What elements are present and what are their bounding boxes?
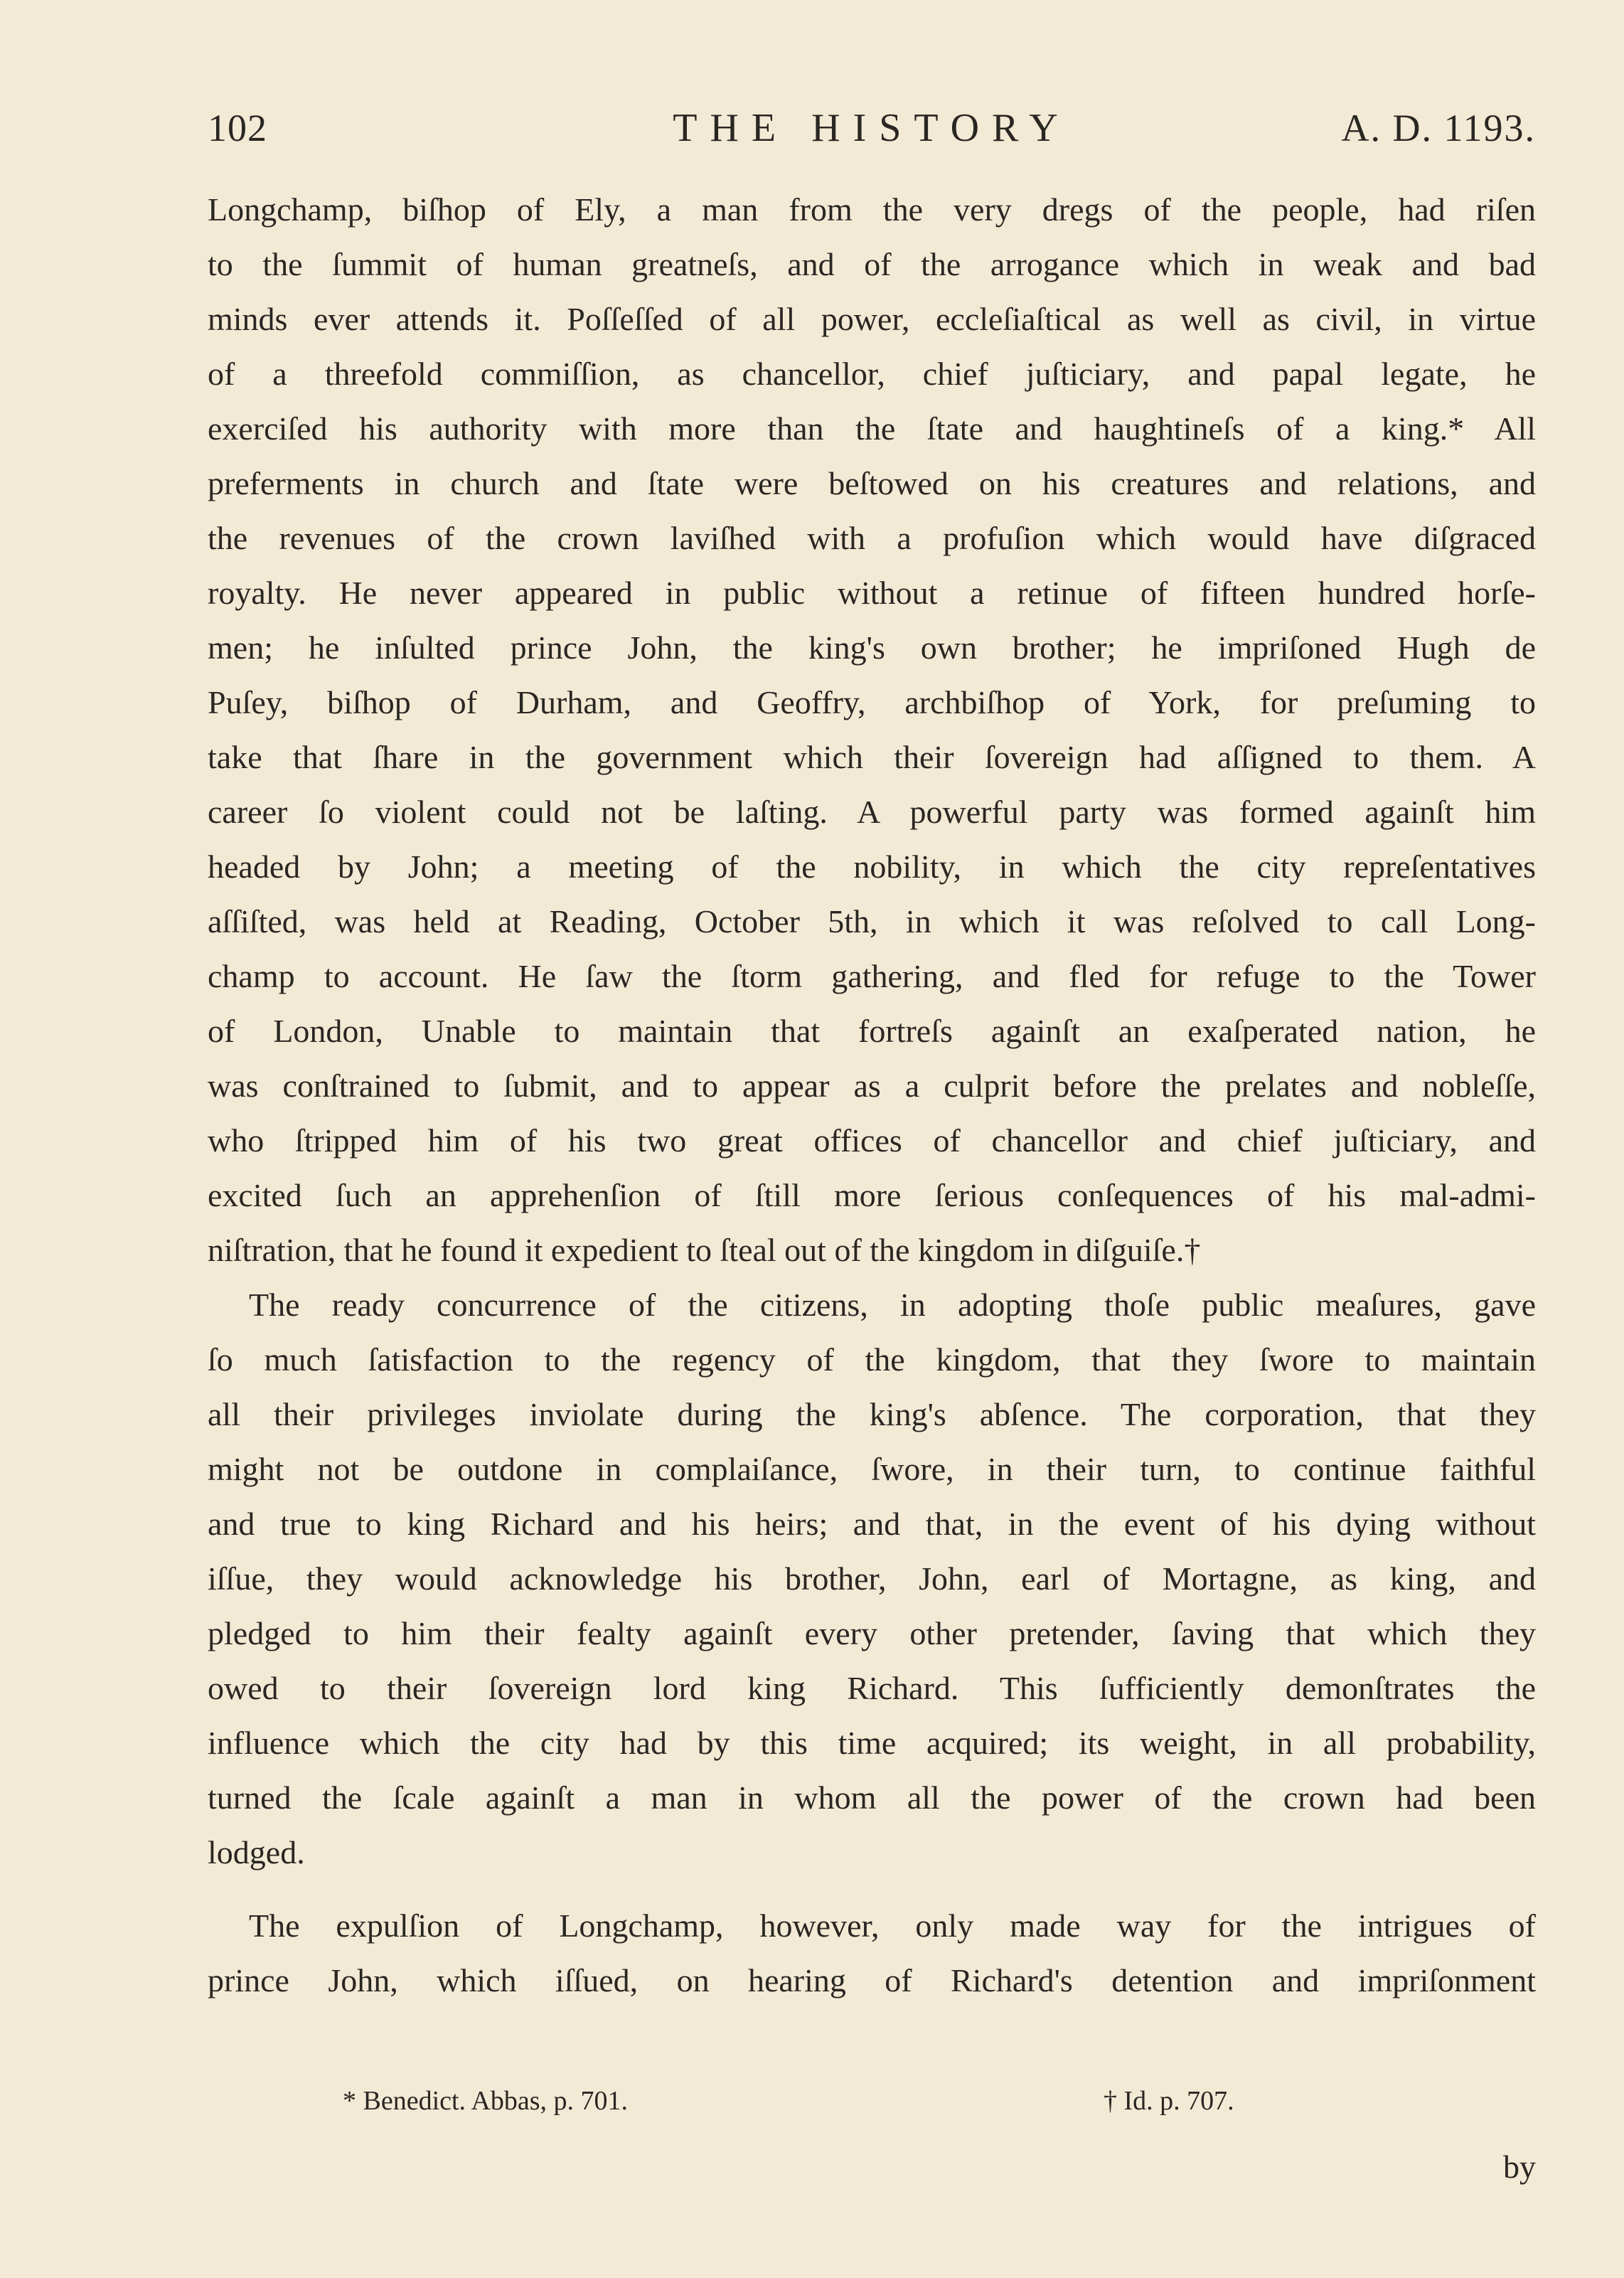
text-line: take that ſhare in the government which their ſovereign had aſſigned to them. A	[208, 739, 1536, 775]
text-line: champ to account. He ſaw the ſtorm gathering, and fled for refuge to the Tower	[208, 958, 1536, 994]
catchword: by	[1503, 2149, 1536, 2185]
year-heading: A. D. 1193.	[1341, 107, 1536, 149]
text-line: niſtration, that he found it expedient to ſteal out of the kingdom in diſguiſe.†	[208, 1232, 1201, 1268]
text-line: headed by John; a meeting of the nobility, in which the city repreſentatives	[208, 848, 1536, 885]
page-header	[208, 100, 1536, 156]
text-line: was conſtrained to ſubmit, and to appear as a culprit before the prelates and nobleſſe,	[208, 1068, 1536, 1104]
text-line: all their privileges inviolate during the king's abſence. The corporation, that they	[208, 1396, 1536, 1432]
text-line: excited ſuch an apprehenſion of ſtill more ſerious conſequences of his mal-admi-	[208, 1177, 1536, 1213]
text-line: exerciſed his authority with more than the ſtate and haughtineſs of a king.* All	[208, 410, 1536, 447]
page-number: 102	[208, 107, 267, 149]
text-line: owed to their ſovereign lord king Richard. This ſufficiently demonſtrates the	[208, 1670, 1536, 1706]
text-line: of London, Unable to maintain that fortreſs againſt an exaſperated nation, he	[208, 1013, 1536, 1049]
text-line: might not be outdone in complaiſance, ſwore, in their turn, to continue faithful	[208, 1451, 1536, 1487]
text-line: turned the ſcale againſt a man in whom all the power of the crown had been	[208, 1779, 1536, 1816]
text-line: iſſue, they would acknowledge his brother, John, earl of Mortagne, as king, and	[208, 1560, 1536, 1597]
text-line: lodged.	[208, 1834, 305, 1870]
text-line: prince John, which iſſued, on hearing of Richard's detention and impriſonment	[208, 1962, 1536, 1998]
text-line: of a threefold commiſſion, as chancellor, chief juſticiary, and papal legate, he	[208, 356, 1536, 392]
footnotes	[208, 2081, 1536, 2121]
footnote-benedict-abbas: * Benedict. Abbas, p. 701.	[343, 2086, 629, 2116]
text-line: ſo much ſatisfaction to the regency of the kingdom, that they ſwore to maintain	[208, 1341, 1536, 1378]
text-line: influence which the city had by this time acquired; its weight, in all probability,	[208, 1725, 1536, 1761]
running-title: THE HISTORY	[673, 106, 1071, 150]
body-text	[208, 182, 1536, 2008]
text-line: the revenues of the crown laviſhed with a profuſion which would have diſgraced	[208, 520, 1536, 556]
text-line: aſſiſted, was held at Reading, October 5th, in which it was reſolved to call Long-	[208, 903, 1536, 940]
text-line: royalty. He never appeared in public without a retinue of fifteen hundred horſe-	[208, 575, 1536, 611]
text-line: pledged to him their fealty againſt every other pretender, ſaving that which they	[208, 1615, 1536, 1651]
text-line: to the ſummit of human greatneſs, and of the arrogance which in weak and bad	[208, 246, 1536, 282]
footnote-id: † Id. p. 707.	[1104, 2086, 1234, 2116]
text-line: Puſey, biſhop of Durham, and Geoffry, archbiſhop of York, for preſuming to	[208, 684, 1536, 720]
text-line: men; he inſulted prince John, the king's own brother; he impriſoned Hugh de	[208, 629, 1536, 666]
text-line: who ſtripped him of his two great offices of chancellor and chief juſticiary, and	[208, 1122, 1536, 1159]
text-line: and true to king Richard and his heirs; and that, in the event of his dying without	[208, 1506, 1536, 1542]
text-line: The ready concurrence of the citizens, in adopting thoſe public meaſures, gave	[249, 1287, 1536, 1323]
text-line: minds ever attends it. Poſſeſſed of all power, eccleſiaſtical as well as civil, in virtue	[208, 301, 1536, 337]
text-line: The expulſion of Longchamp, however, only made way for the intrigues of	[249, 1907, 1536, 1944]
text-line: Longchamp, biſhop of Ely, a man from the very dregs of the people, had riſen	[208, 191, 1536, 228]
text-line: preferments in church and ſtate were beſtowed on his creatures and relations, and	[208, 465, 1536, 501]
text-line: career ſo violent could not be laſting. A powerful party was formed againſt him	[208, 794, 1536, 830]
